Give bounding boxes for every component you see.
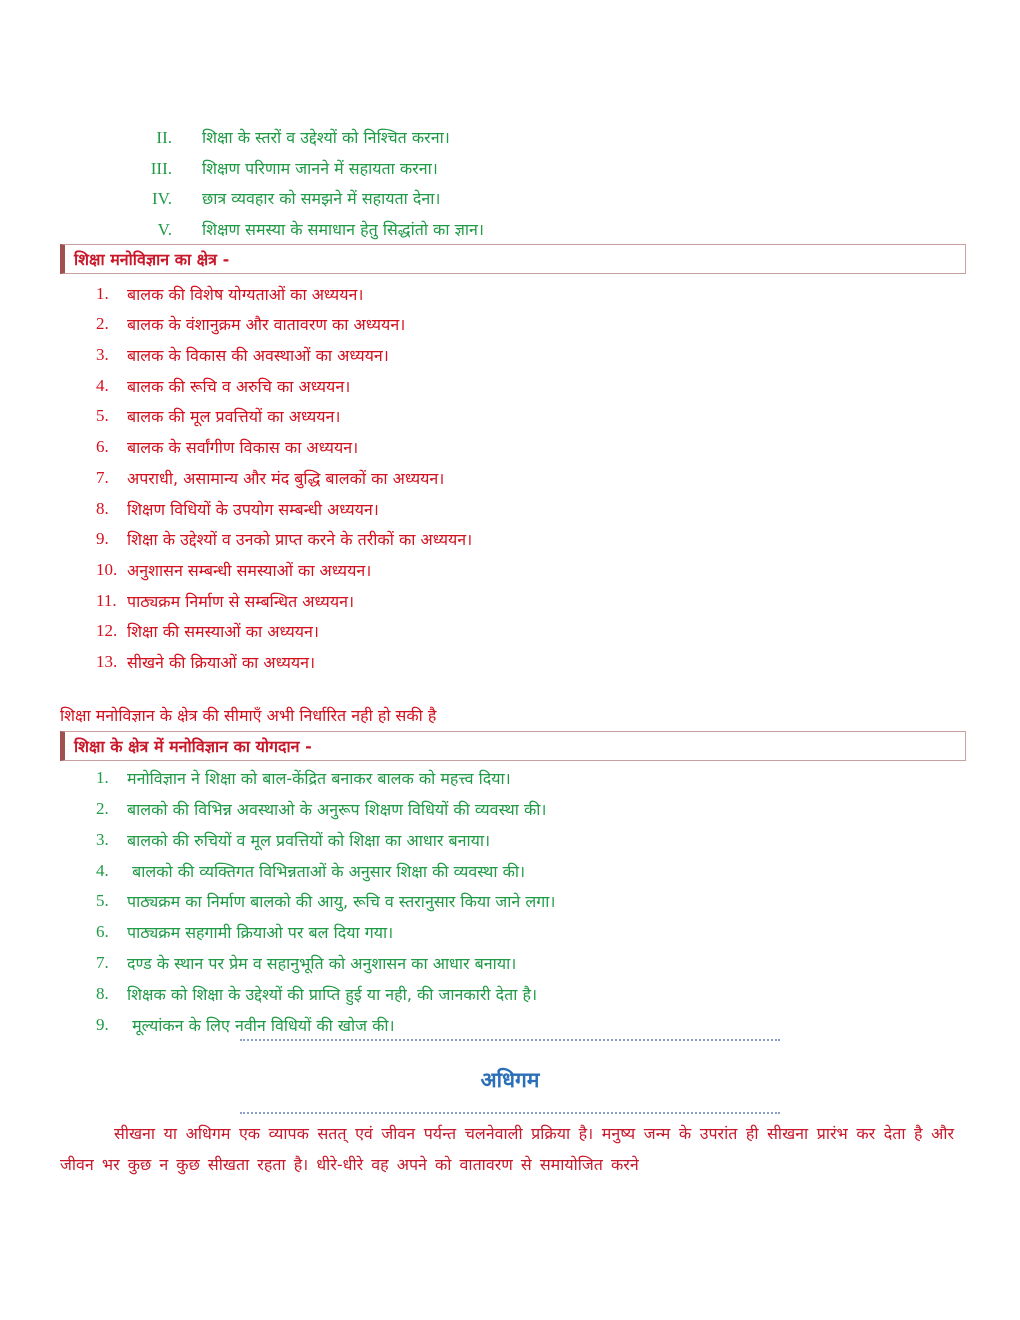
list-number: 8. xyxy=(96,984,109,1003)
list-text: शिक्षण परिणाम जानने में सहायता करना। xyxy=(202,159,438,178)
list-number: 12. xyxy=(96,621,118,640)
section-heading-scope xyxy=(60,244,966,274)
section-title-learning: अधिगम xyxy=(480,1068,540,1092)
list-text: शिक्षण विधियों के उपयोग सम्बन्धी अध्ययन। xyxy=(127,500,379,519)
list-text: बालको की व्यक्तिगत विभिन्नताओं के अनुसार शिक्षा की व्यवस्था की। xyxy=(127,862,526,881)
list-text: मनोविज्ञान ने शिक्षा को बाल-केंद्रित बनाकर बालक को महत्त्व दिया। xyxy=(127,769,511,788)
list-text: मूल्यांकन के लिए नवीन विधियों की खोज की। xyxy=(127,1016,395,1035)
learning-paragraph: सीखना या अधिगम एक व्यापक सतत् एवं जीवन पर्यन्त चलनेवाली प्रक्रिया है। मनुष्य जन्म के उपरांत ही सीखना प्रारंभ कर देता है और जीवन भर कुछ न कुछ सीखता रहता है। धीरे-धीरे वह अपने को वातावरण से समायोजित करने xyxy=(60,1124,954,1174)
list-number: 4. xyxy=(96,861,109,880)
section-heading-contribution xyxy=(60,731,966,761)
list-text: पाठ्यक्रम का निर्माण बालको की आयु, रूचि व स्तरानुसार किया जाने लगा। xyxy=(127,892,556,911)
list-number: 4. xyxy=(96,376,109,395)
list-number: 9. xyxy=(96,1015,109,1034)
list-number: III. xyxy=(150,159,172,178)
list-text: बालक की रूचि व अरुचि का अध्ययन। xyxy=(127,377,351,396)
section-heading-text: शिक्षा मनोविज्ञान का क्षेत्र - xyxy=(74,250,230,269)
list-text: बालक की मूल प्रवत्तियों का अध्ययन। xyxy=(127,407,341,426)
list-number: 5. xyxy=(96,406,109,425)
scope-note: शिक्षा मनोविज्ञान के क्षेत्र की सीमाएँ अभी निर्धारित नही हो सकी है xyxy=(60,706,437,725)
list-number: 8. xyxy=(96,499,109,518)
list-number: 13. xyxy=(96,652,118,671)
list-number: 11. xyxy=(96,591,117,610)
list-text: बालक के विकास की अवस्थाओं का अध्ययन। xyxy=(127,346,389,365)
list-number: 3. xyxy=(96,830,109,849)
list-text: छात्र व्यवहार को समझने में सहायता देना। xyxy=(202,189,441,208)
list-text: अनुशासन सम्बन्धी समस्याओं का अध्ययन। xyxy=(127,561,372,580)
section-heading-text: शिक्षा के क्षेत्र में मनोविज्ञान का योगदान - xyxy=(74,737,312,756)
list-number: II. xyxy=(156,128,172,147)
list-number: 2. xyxy=(96,314,109,333)
list-text: शिक्षा की समस्याओं का अध्ययन। xyxy=(127,622,319,641)
list-text: पाठ्यक्रम सहगामी क्रियाओ पर बल दिया गया। xyxy=(127,923,394,942)
list-number: 9. xyxy=(96,529,109,548)
list-number: 1. xyxy=(96,768,109,787)
list-number: IV. xyxy=(152,189,172,208)
list-text: बालक की विशेष योग्यताओं का अध्ययन। xyxy=(127,285,364,304)
list-number: 5. xyxy=(96,891,109,910)
list-text: शिक्षक को शिक्षा के उद्देश्यों की प्राप्ति हुई या नही, की जानकारी देता है। xyxy=(127,985,538,1004)
list-text: बालक के वंशानुक्रम और वातावरण का अध्ययन। xyxy=(127,315,406,334)
list-number: 10. xyxy=(96,560,118,579)
list-number: V. xyxy=(157,220,172,239)
list-number: 1. xyxy=(96,284,109,303)
divider-top xyxy=(240,1039,780,1041)
list-number: 6. xyxy=(96,922,109,941)
list-text: पाठ्यक्रम निर्माण से सम्बन्धित अध्ययन। xyxy=(127,592,355,611)
list-text: बालक के सर्वांगीण विकास का अध्ययन। xyxy=(127,438,359,457)
list-text: शिक्षण समस्या के समाधान हेतु सिद्धांतो का ज्ञान। xyxy=(202,220,484,239)
list-text: शिक्षा के उद्देश्यों व उनको प्राप्त करने के तरीकों का अध्ययन। xyxy=(127,530,473,549)
list-number: 2. xyxy=(96,799,109,818)
list-text: बालको की विभिन्न अवस्थाओ के अनुरूप शिक्षण विधियों की व्यवस्था की। xyxy=(127,800,547,819)
list-text: शिक्षा के स्तरों व उद्देश्यों को निश्चित करना। xyxy=(202,128,450,147)
list-number: 7. xyxy=(96,953,109,972)
divider-bottom xyxy=(240,1112,780,1114)
list-text: दण्ड के स्थान पर प्रेम व सहानुभूति को अनुशासन का आधार बनाया। xyxy=(127,954,517,973)
list-text: बालको की रुचियों व मूल प्रवत्तियों को शिक्षा का आधार बनाया। xyxy=(127,831,491,850)
list-text: सीखने की क्रियाओं का अध्ययन। xyxy=(127,653,316,672)
list-number: 7. xyxy=(96,468,109,487)
list-number: 6. xyxy=(96,437,109,456)
list-text: अपराधी, असामान्य और मंद बुद्धि बालकों का अध्ययन। xyxy=(127,469,445,488)
list-number: 3. xyxy=(96,345,109,364)
